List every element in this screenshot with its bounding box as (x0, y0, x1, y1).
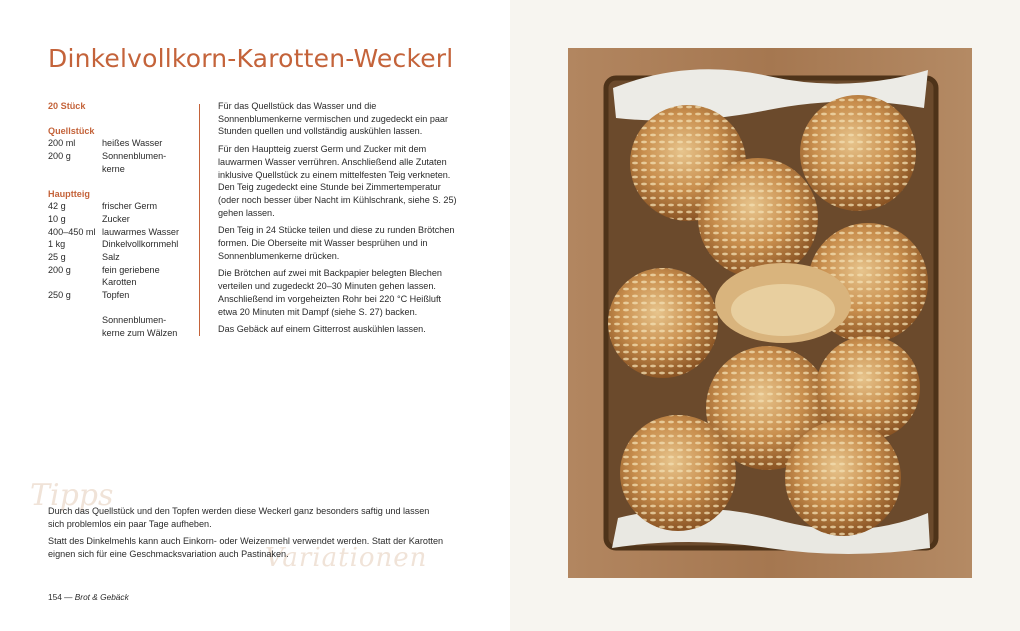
instruction-step: Für das Quellstück das Wasser und die Sonnenblumenkerne vermischen und zugedeckt ein paar Stunden quellen und vollständig auskühlen lassen. (218, 101, 449, 137)
ingredient-qty: 400–450 ml (48, 226, 96, 237)
ingredient-name: heißes Wasser (102, 138, 163, 149)
page-number: 154 (48, 592, 62, 602)
section-heading-hauptteig: Hauptteig (48, 188, 90, 199)
footer-separator: — (64, 592, 73, 602)
ingredient-row (48, 289, 200, 302)
ingredient-row-extra (48, 327, 200, 340)
ingredient-qty (48, 163, 102, 176)
ingredient-row (48, 276, 200, 289)
tips-decorative-heading: Tipps (30, 478, 114, 513)
ingredient-row (48, 238, 200, 251)
ingredient-qty-empty (48, 327, 102, 340)
ingredient-qty: 1 kg (48, 239, 66, 250)
instruction-step: Für den Hauptteig zuerst Germ und Zucker mit dem lauwarmen Wasser verrühren. Anschließend alle Zutaten inklusive Quellstück zu einem mittelfesten Teig verkneten. Den Teig zugedeckt eine Stunde bei Zimmertemperatur (oder noch besser über Nacht im Kühlschrank, siehe S. 25) gehen lassen. (218, 144, 457, 218)
ingredient-name: Salz (102, 252, 120, 263)
ingredient-row (48, 213, 200, 226)
ingredient-name: kerne (102, 163, 125, 174)
ingredient-row (48, 137, 200, 150)
yield-label: 20 Stück (48, 101, 86, 111)
ingredient-name: Zucker (102, 213, 130, 224)
ingredient-name: Topfen (102, 290, 130, 301)
instruction-step: Die Brötchen auf zwei mit Backpapier belegten Blechen verteilen und zugedeckt 20–30 Minuten gehen lassen. Anschließend im vorgeheizten Rohr bei 220 °C Heißluft etwa 20 Minuten mit Dampf (siehe S. 27) backen. (218, 268, 442, 317)
ingredient-name: fein geriebene (102, 264, 160, 275)
ingredient-qty: 10 g (48, 213, 66, 224)
ingredient-name: kerne zum Wälzen (102, 327, 178, 338)
bread-basket-photo (568, 48, 972, 578)
tips-section (48, 505, 448, 566)
ingredient-qty: 200 g (48, 264, 71, 275)
ingredient-row (48, 251, 200, 264)
instruction-step: Das Gebäck auf einem Gitterrost auskühlen lassen. (218, 324, 426, 335)
ingredient-name: Dinkelvollkornmehl (102, 239, 179, 250)
tip-paragraph: Durch das Quellstück und den Topfen werden diese Weckerl ganz besonders saftig und lassen sich problemlos ein paar Tage aufheben. (48, 506, 430, 529)
ingredient-name: Sonnenblumen- (102, 314, 167, 325)
variations-decorative-heading: Variationen (265, 543, 428, 573)
instructions (218, 100, 458, 341)
ingredient-row (48, 200, 200, 213)
section-heading-quellstueck: Quellstück (48, 125, 95, 136)
ingredient-row (48, 226, 200, 239)
instruction-step: Den Teig in 24 Stücke teilen und diese zu runden Brötchen formen. Die Oberseite mit Wasser besprühen und in Sonnenblumenkerne drücken. (218, 225, 455, 261)
ingredient-qty: 200 g (48, 151, 71, 162)
ingredient-name: frischer Germ (102, 201, 158, 212)
ingredient-name: Karotten (102, 277, 137, 288)
ingredient-row-extra (48, 314, 200, 327)
footer-section-title: Brot & Gebäck (74, 592, 129, 602)
tip-paragraph: Statt des Dinkelmehls kann auch Einkorn- oder Weizenmehl verwendet werden. Statt der Karotten eignen sich für eine Geschmacksvariation auch Pastinaken. (48, 536, 444, 560)
ingredient-qty: 200 ml (48, 138, 76, 149)
ingredient-qty: 25 g (48, 252, 66, 263)
ingredient-qty: 42 g (48, 201, 66, 212)
bread-basket-photo-icon (568, 48, 972, 578)
ingredient-row (48, 150, 200, 163)
recipe-title: Dinkelvollkorn-Karotten-Weckerl (48, 44, 454, 73)
ingredient-row (48, 163, 200, 176)
ingredient-qty (48, 276, 102, 289)
page-footer (48, 592, 129, 602)
column-divider (199, 104, 200, 336)
ingredient-name: Sonnenblumen- (102, 151, 167, 162)
ingredient-row (48, 264, 200, 277)
spacer (48, 176, 200, 188)
spacer (48, 113, 200, 125)
ingredient-qty: 250 g (48, 290, 71, 301)
spacer (48, 302, 200, 314)
ingredients-list (48, 100, 200, 339)
ingredient-name: lauwarmes Wasser (102, 226, 179, 237)
ingredient-qty-empty (48, 314, 102, 327)
